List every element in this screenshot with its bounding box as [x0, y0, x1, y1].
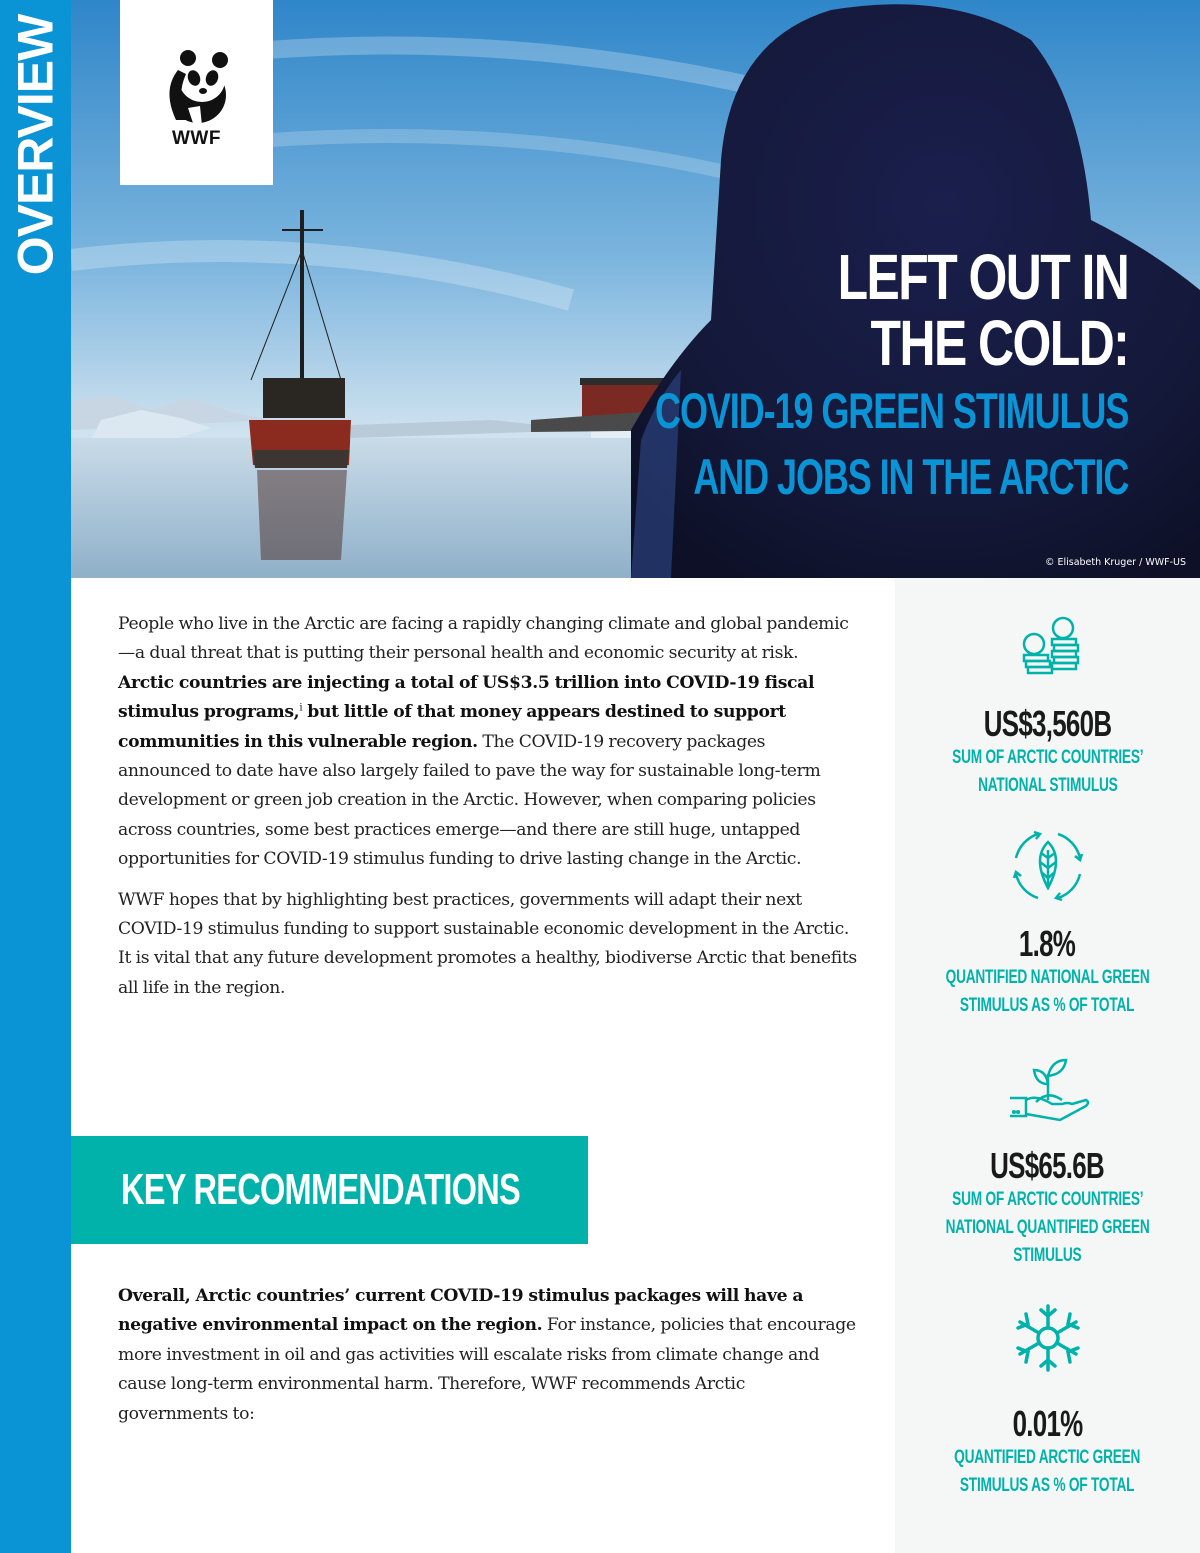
stat-label-line: STIMULUS [1013, 1245, 1082, 1266]
hand-plant-icon [1006, 1054, 1090, 1126]
intro-bold-b: but little of that money appears destined to support communities in this vulnerable region. [118, 702, 786, 752]
stat-label-line: NATIONAL QUANTIFIED GREEN [945, 1217, 1150, 1238]
stat-arctic-green-percent [895, 1302, 1200, 1500]
hero-title [471, 241, 1128, 508]
stat-value: 0.01% [1012, 1403, 1083, 1444]
stat-label-line: STIMULUS AS % OF TOTAL [960, 1475, 1135, 1496]
snowflake-icon [1012, 1302, 1084, 1374]
stat-national-green-percent [895, 828, 1200, 1020]
intro-section [118, 610, 858, 1003]
sidebar-label-wrap [0, 0, 71, 290]
intro-paragraph-1 [118, 610, 858, 875]
stat-value: US$3,560B [983, 703, 1112, 744]
stat-label-line: QUANTIFIED ARCTIC GREEN [954, 1447, 1141, 1468]
intro-bold-a: Arctic countries are injecting a total of US$3.5 trillion into COVID-19 fiscal stimulus programs, [118, 672, 815, 723]
leaf-recycle-icon [1010, 828, 1086, 904]
intro-text-b: The COVID-19 recovery packages announced to date have also largely failed to pave the way for sustainable long-term development or green job creation in the Arctic. However, when comparing policies across countries, some best practices emerge—and there are still huge, untapped opportunities for COVID-19 stimulus funding to drive lasting change in the Arctic. [118, 731, 821, 870]
subtitle-line-2: AND JOBS IN THE ARCTIC [693, 449, 1128, 505]
stat-value: 1.8% [1019, 923, 1076, 964]
stat-green-stimulus-sum [895, 1054, 1200, 1270]
key-recommendations-banner [71, 1136, 588, 1244]
photo-credit: © Elisabeth Kruger / WWF-US [1044, 557, 1186, 568]
recommendations-paragraph [118, 1282, 858, 1429]
logo-wordmark: WWF [172, 128, 221, 149]
banner-heading: KEY RECOMMENDATIONS [121, 1165, 520, 1214]
section-label: OVERVIEW [7, 14, 64, 276]
intro-text-a: People who live in the Arctic are facing a rapidly changing climate and global pandemic—a dual threat that is putting their personal health and economic security at risk. [118, 614, 849, 664]
stats-panel [895, 578, 1200, 1553]
rec-bold: Overall, Arctic countries’ current COVID-19 stimulus packages will have a negative environmental impact on the region. [118, 1286, 804, 1336]
stat-label-line: SUM OF ARCTIC COUNTRIES’ [951, 1189, 1144, 1210]
stat-label-line: QUANTIFIED NATIONAL GREEN [945, 967, 1150, 988]
stat-label-line: STIMULUS AS % OF TOTAL [960, 995, 1135, 1016]
wwf-logo [120, 0, 273, 185]
stat-label-line: SUM OF ARCTIC COUNTRIES’ [951, 747, 1144, 768]
rec-text: For instance, policies that encourage more investment in oil and gas activities will escalate risks from climate change and cause long-term environmental harm. Therefore, WWF recommends Arctic governments to: [118, 1315, 856, 1424]
coins-icon [1016, 614, 1080, 686]
subtitle-line-1: COVID-19 GREEN STIMULUS [654, 383, 1128, 439]
panda-icon [158, 40, 236, 126]
sidebar [0, 0, 71, 1553]
stat-label-line: NATIONAL STIMULUS [977, 775, 1118, 796]
title-line-2: THE COLD: [870, 307, 1128, 379]
stat-national-stimulus [895, 614, 1200, 800]
stat-value: US$65.6B [990, 1145, 1105, 1186]
intro-paragraph-2: WWF hopes that by highlighting best practices, governments will adapt their next COVID-19 stimulus funding to support sustainable economic development in the Arctic. It is vital that any future development promotes a healthy, biodiverse Arctic that benefits all life in the region. [118, 889, 857, 998]
recommendations-section [118, 1282, 858, 1429]
title-line-1: LEFT OUT IN [837, 241, 1128, 313]
footnote-ref[interactable]: i [299, 702, 303, 714]
